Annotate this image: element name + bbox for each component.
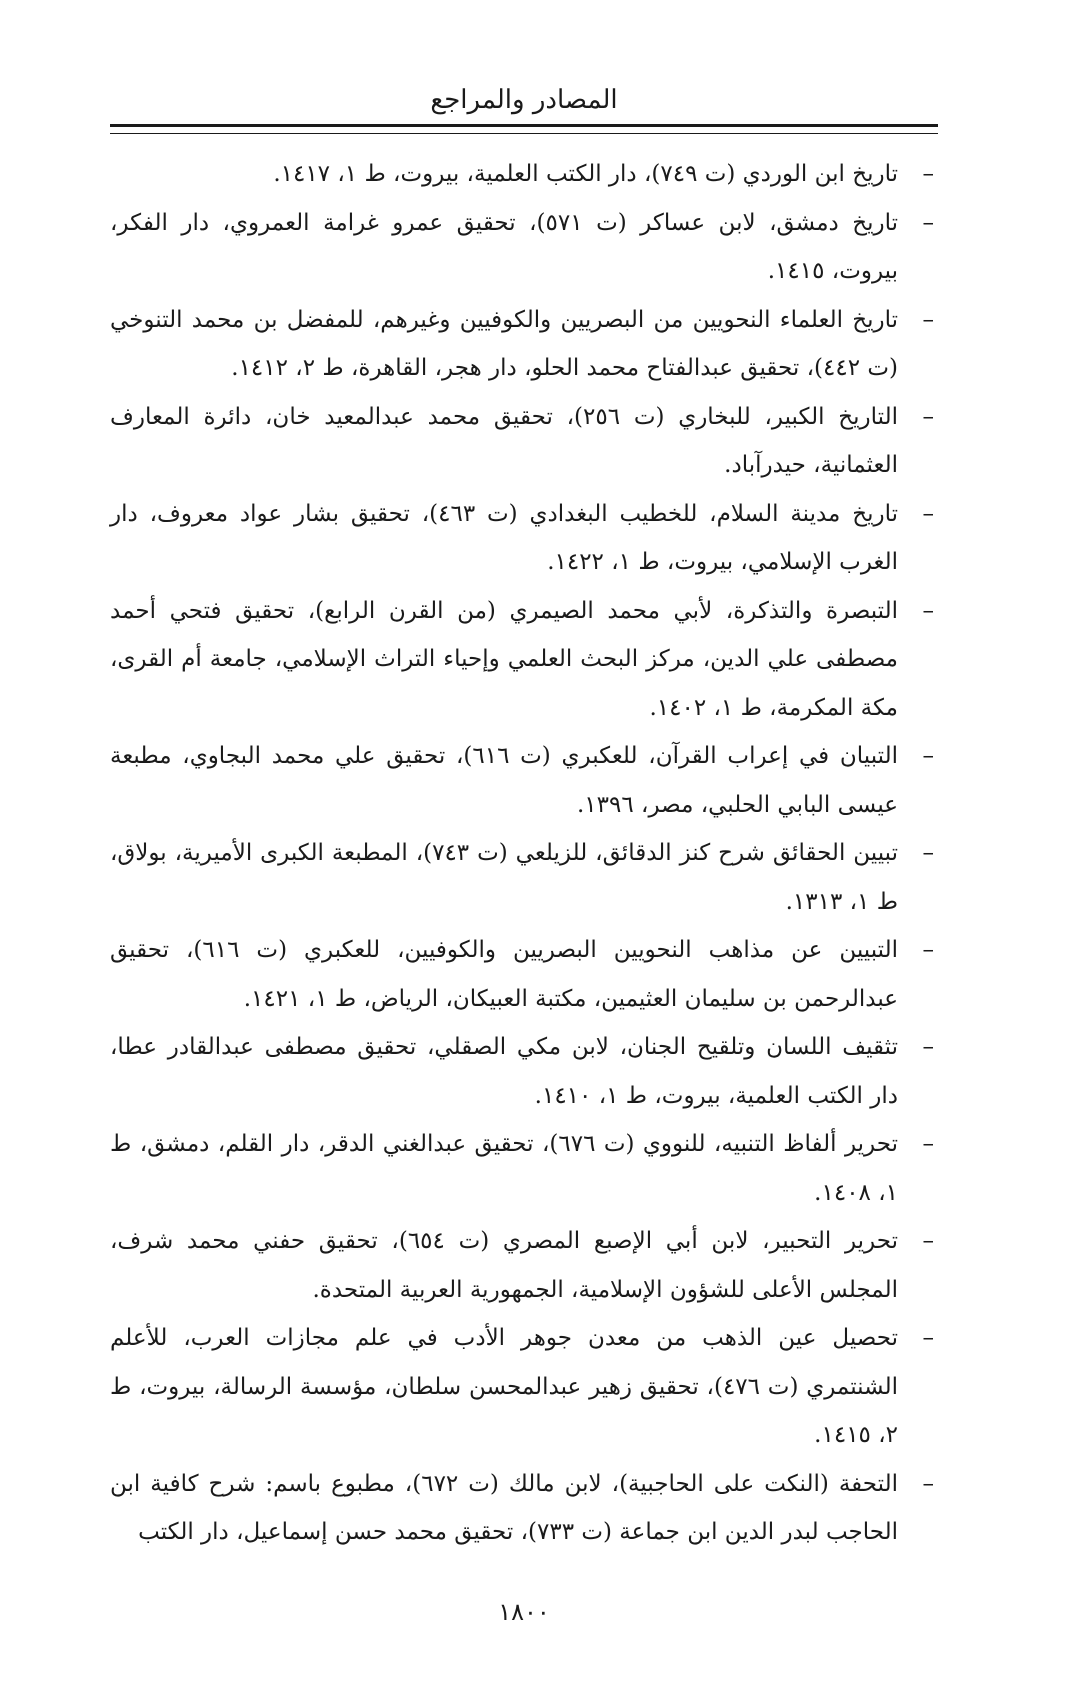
entry-text: تثقيف اللسان وتلقيح الجنان، لابن مكي الصقلي، تحقيق مصطفى عبدالقادر عطا، دار الكتب العلمية، بيروت، ط ١، ١٤١٠. bbox=[110, 1034, 898, 1109]
entry-text: تاريخ مدينة السلام، للخطيب البغدادي (ت ٤٦٣)، تحقيق بشار عواد معروف، دار الغرب الإسلامي، بيروت، ط ١، ١٤٢٢. bbox=[110, 500, 898, 575]
entry-dash: – bbox=[922, 306, 934, 333]
bibliography-entry bbox=[110, 490, 938, 587]
page-number: ١٨٠٠ bbox=[498, 1598, 550, 1626]
entry-dash: – bbox=[922, 937, 934, 963]
entry-dash: – bbox=[922, 161, 934, 187]
entry-text: تحرير التحبير، لابن أبي الإصبع المصري (ت ٦٥٤)، تحقيق حفني محمد شرف، المجلس الأعلى للشؤون الإسلامية، الجمهورية العربية المتحدة. bbox=[110, 1228, 898, 1303]
bibliography-entry bbox=[110, 926, 938, 1023]
entry-text: التبيين عن مذاهب النحويين البصريين والكوفيين، للعكبري (ت ٦١٦)، تحقيق عبدالرحمن بن سليمان العثيمين، مكتبة العبيكان، الرياض، ط ١، ١٤٢١. bbox=[110, 937, 898, 1012]
entry-text: تاريخ ابن الوردي (ت ٧٤٩)، دار الكتب العلمية، بيروت، ط ١، ١٤١٧. bbox=[273, 161, 898, 187]
bibliography-entry bbox=[110, 1023, 938, 1120]
bibliography-entry bbox=[110, 296, 938, 393]
bibliography-entry bbox=[110, 1120, 938, 1217]
entry-dash: – bbox=[922, 1470, 934, 1497]
entry-dash: – bbox=[922, 500, 934, 527]
entry-text: تاريخ دمشق، لابن عساكر (ت ٥٧١)، تحقيق عمرو غرامة العمروي، دار الفكر، بيروت، ١٤١٥. bbox=[110, 209, 899, 284]
bibliography-list bbox=[110, 150, 938, 1557]
bibliography-entry bbox=[110, 199, 938, 296]
bibliography-entry bbox=[110, 1314, 938, 1460]
entry-text: تبيين الحقائق شرح كنز الدقائق، للزيلعي (ت ٧٤٣)، المطبعة الكبرى الأميرية، بولاق، ط ١، ١٣١٣. bbox=[110, 840, 898, 915]
entry-text: التحفة (النكت على الحاجبية)، لابن مالك (ت ٦٧٢)، مطبوع باسم: شرح كافية ابن الحاجب لبدر الدين ابن جماعة (ت ٧٣٣)، تحقيق محمد حسن إسماعيل، دار الكتب bbox=[110, 1470, 898, 1545]
bibliography-entry bbox=[110, 393, 938, 490]
entry-dash: – bbox=[922, 1131, 934, 1157]
entry-text: التاريخ الكبير، للبخاري (ت ٢٥٦)، تحقيق محمد عبدالمعيد خان، دائرة المعارف العثمانية، حيدرآباد. bbox=[110, 403, 899, 478]
bibliography-entry bbox=[110, 150, 938, 199]
entry-text: التبصرة والتذكرة، لأبي محمد الصيمري (من القرن الرابع)، تحقيق فتحي أحمد مصطفى علي الدين، مركز البحث العلمي وإحياء التراث الإسلامي، جامعة أم القرى، مكة المكرمة، ط ١، ١٤٠٢. bbox=[110, 597, 898, 721]
bibliography-entry bbox=[110, 732, 938, 829]
entry-dash: – bbox=[922, 403, 934, 430]
entry-dash: – bbox=[922, 209, 934, 236]
bibliography-entry bbox=[110, 587, 938, 733]
header-rule-thin bbox=[110, 133, 938, 134]
header-rule-thick bbox=[110, 124, 938, 127]
bibliography-entry bbox=[110, 1217, 938, 1314]
entry-dash: – bbox=[922, 840, 934, 866]
bibliography-entry bbox=[110, 829, 938, 926]
entry-text: التبيان في إعراب القرآن، للعكبري (ت ٦١٦)، تحقيق علي محمد البجاوي، مطبعة عيسى البابي الحلبي، مصر، ١٣٩٦. bbox=[110, 743, 899, 818]
entry-text: تاريخ العلماء النحويين من البصريين والكوفيين وغيرهم، للمفضل بن محمد التنوخي (ت ٤٤٢)، تحقيق عبدالفتاح محمد الحلو، دار هجر، القاهرة، ط ٢، ١٤١٢. bbox=[110, 306, 898, 381]
entry-text: تحصيل عين الذهب من معدن جوهر الأدب في علم مجازات العرب، للأعلم الشنتمري (ت ٤٧٦)، تحقيق زهير عبدالمحسن سلطان، مؤسسة الرسالة، بيروت، ط ٢، ١٤١٥. bbox=[110, 1325, 898, 1448]
entry-dash: – bbox=[922, 743, 934, 769]
entry-dash: – bbox=[922, 1325, 934, 1351]
running-head: المصادر والمراجع bbox=[430, 85, 618, 115]
entry-text: تحرير ألفاظ التنبيه، للنووي (ت ٦٧٦)، تحقيق عبدالغني الدقر، دار القلم، دمشق، ط ١، ١٤٠٨. bbox=[110, 1131, 898, 1206]
entry-dash: – bbox=[922, 597, 934, 624]
bibliography-entry bbox=[110, 1460, 938, 1557]
entry-dash: – bbox=[922, 1034, 934, 1060]
entry-dash: – bbox=[922, 1228, 934, 1254]
